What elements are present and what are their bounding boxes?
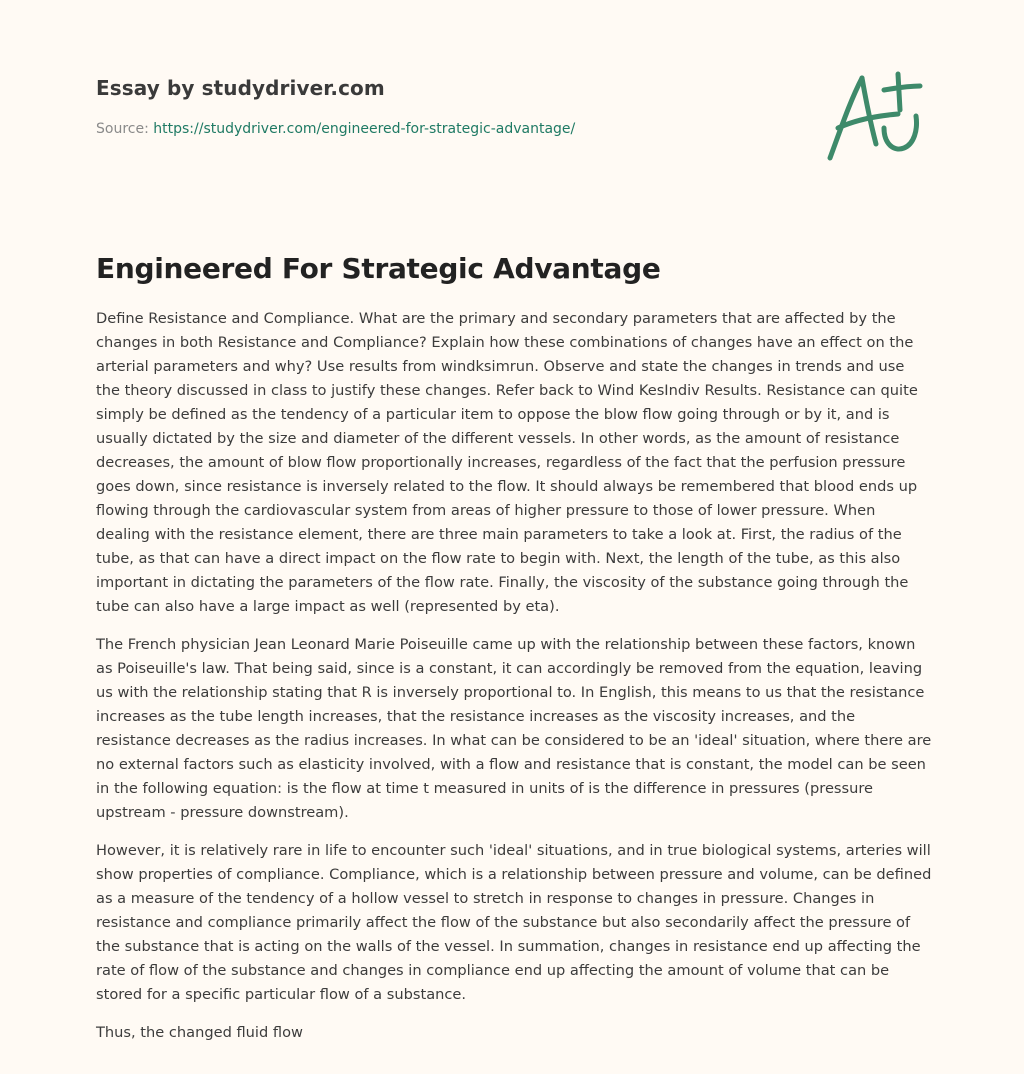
page-header — [96, 76, 796, 137]
article-paragraph: Define Resistance and Compliance. What are the primary and secondary parameters that are affected by the changes in both Resistance and Compliance? Explain how these combinations of changes have an effect on the arterial parameters and why? Use results from windksimrun. Observe and state the changes in trends and use the theory discussed in class to justify these changes. Refer back to Wind KesIndiv Results. Resistance can quite simply be defined as the tendency of a particular item to oppose the blow flow going through or by it, and is usually dictated by the size and diameter of the different vessels. In other words, as the amount of resistance decreases, the amount of blow flow proportionally increases, regardless of the fact that the perfusion pressure goes down, since resistance is inversely related to the flow. It should always be remembered that blood ends up flowing through the cardiovascular system from areas of higher pressure to those of lower pressure. When dealing with the resistance element, there are three main parameters to take a look at. First, the radius of the tube, as that can have a direct impact on the flow rate to begin with. Next, the length of the tube, as this also important in dictating the parameters of the flow rate. Finally, the viscosity of the substance going through the tube can also have a large impact as well (represented by eta). — [96, 310, 918, 615]
source-label: Source: — [96, 121, 149, 137]
article-title: Engineered For Strategic Advantage — [96, 252, 661, 285]
a-plus-logo-icon — [820, 66, 930, 166]
article — [96, 252, 932, 1059]
article-paragraph: The French physician Jean Leonard Marie Poiseuille came up with the relationship between these factors, known as Poiseuille's law. That being said, since is a constant, it can accordingly be removed from the equation, leaving us with the relationship stating that R is inversely proportional to. In English, this means to us that the resistance increases as the tube length increases, that the resistance increases as the viscosity increases, and the resistance decreases as the radius increases. In what can be considered to be an 'ideal' situation, where there are no external factors such as elasticity involved, with a flow and resistance that is constant, the model can be seen in the following equation: is the flow at time t measured in units of is the difference in pressures (pressure upstream - pressure downstream). — [96, 636, 932, 821]
article-paragraph: Thus, the changed fluid flow — [96, 1024, 303, 1041]
source-line — [96, 121, 796, 137]
article-paragraph: However, it is relatively rare in life to encounter such 'ideal' situations, and in true biological systems, arteries will show properties of compliance. Compliance, which is a relationship between pressure and volume, can be defined as a measure of the tendency of a hollow vessel to stretch in response to changes in pressure. Changes in resistance and compliance primarily affect the flow of the substance but also secondarily affect the pressure of the substance that is acting on the walls of the vessel. In summation, changes in resistance end up affecting the rate of flow of the substance and changes in compliance end up affecting the amount of volume that can be stored for a specific particular flow of a substance. — [96, 842, 932, 1003]
site-title: Essay by studydriver.com — [96, 76, 385, 100]
source-link[interactable]: https://studydriver.com/engineered-for-strategic-advantage/ — [153, 121, 576, 137]
